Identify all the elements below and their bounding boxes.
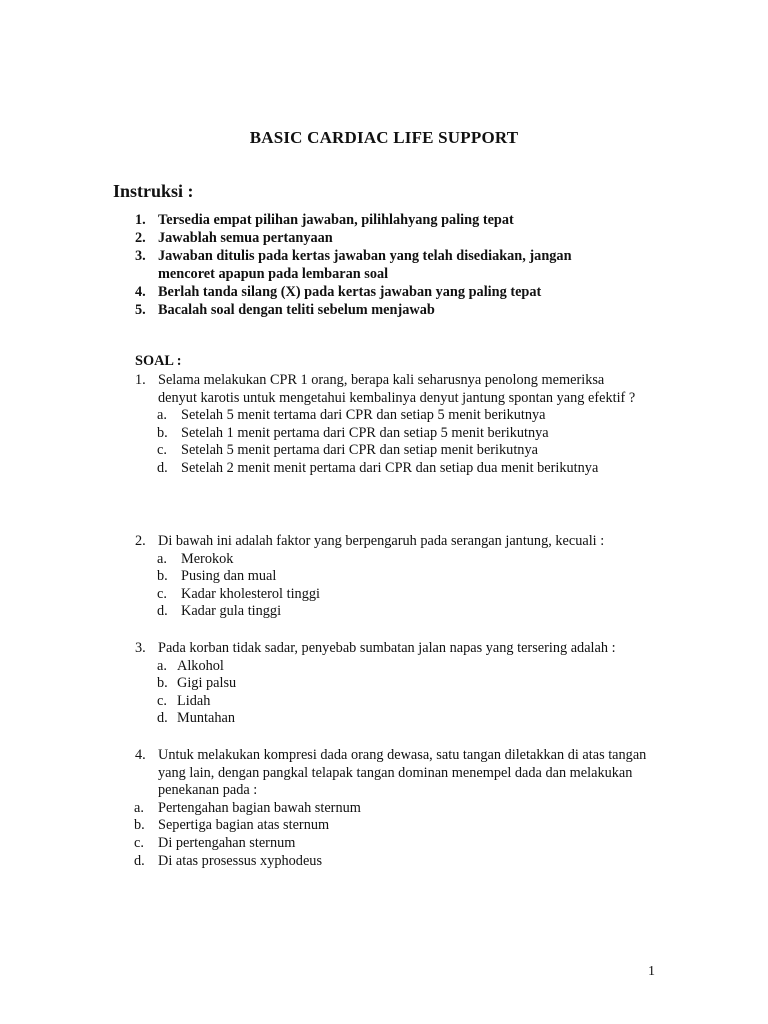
option-list	[135, 658, 655, 728]
option-item	[135, 442, 655, 460]
option-text: Setelah 5 menit tertama dari CPR dan setiap 5 menit berikutnya	[181, 407, 546, 424]
option-letter: b.	[157, 424, 168, 441]
option-letter: c.	[157, 442, 167, 459]
option-letter: b.	[157, 568, 168, 585]
question-text: Untuk melakukan kompresi dada orang dewasa, satu tangan diletakkan di atas tangan yang lain, dengan pangkal telapak tangan dominan menempel dada dan melakukan penekanan pada :	[158, 747, 647, 799]
instruction-item	[135, 283, 635, 301]
instruction-number: 5.	[135, 302, 146, 318]
questions-heading: SOAL :	[135, 353, 182, 369]
option-item	[135, 460, 655, 478]
question-3	[135, 640, 655, 728]
option-letter: d.	[157, 603, 168, 620]
question-stem	[135, 640, 655, 658]
option-item	[135, 603, 655, 621]
question-stem	[135, 372, 643, 407]
option-letter: a.	[157, 550, 167, 567]
instruction-text: Jawablah semua pertanyaan	[158, 230, 333, 246]
instructions-heading: Instruksi :	[113, 181, 194, 201]
option-letter: c.	[157, 585, 167, 602]
option-text: Gigi palsu	[177, 675, 237, 692]
option-text: Di pertengahan sternum	[158, 834, 296, 851]
option-item	[135, 551, 655, 569]
option-text: Kadar kholesterol tinggi	[181, 585, 320, 602]
question-number: 3.	[135, 640, 146, 656]
option-text: Sepertiga bagian atas sternum	[158, 817, 330, 834]
question-stem	[135, 747, 658, 800]
option-letter: b.	[157, 675, 168, 692]
option-letter: d.	[134, 852, 145, 869]
question-4	[135, 747, 655, 870]
page-title: BASIC CARDIAC LIFE SUPPORT	[249, 128, 519, 147]
question-text: Selama melakukan CPR 1 orang, berapa kali seharusnya penolong memeriksa denyut karotis untuk mengetahui kembalinya denyut jantung spontan yang efektif ?	[158, 372, 636, 406]
instruction-number: 4.	[135, 284, 146, 300]
option-item	[112, 835, 655, 853]
instruction-text: Bacalah soal dengan teliti sebelum menjawab	[158, 302, 435, 318]
instructions-list	[135, 211, 635, 319]
option-text: Lidah	[177, 692, 211, 709]
option-text: Kadar gula tinggi	[181, 603, 282, 620]
option-text: Setelah 5 menit pertama dari CPR dan setiap menit berikutnya	[181, 442, 538, 459]
option-letter: c.	[157, 692, 167, 709]
instruction-item	[135, 247, 598, 283]
option-text: Merokok	[181, 550, 234, 567]
instruction-number: 2.	[135, 230, 146, 246]
question-number: 1.	[135, 372, 146, 388]
question-stem	[135, 533, 655, 551]
option-text: Pusing dan mual	[181, 568, 277, 585]
option-text: Di atas prosessus xyphodeus	[158, 852, 323, 869]
option-item	[135, 568, 655, 586]
instruction-item	[135, 211, 635, 229]
question-text: Pada korban tidak sadar, penyebab sumbatan jalan napas yang tersering adalah :	[158, 640, 616, 656]
instruction-number: 1.	[135, 212, 146, 228]
option-item	[135, 658, 655, 676]
option-letter: b.	[134, 817, 145, 834]
option-text: Alkohol	[177, 657, 224, 674]
option-list	[112, 800, 655, 870]
option-letter: c.	[134, 834, 144, 851]
instruction-text: Berlah tanda silang (X) pada kertas jawaban yang paling tepat	[158, 284, 542, 300]
option-item	[135, 693, 655, 711]
option-item	[135, 407, 655, 425]
instruction-number: 3.	[135, 248, 146, 264]
question-2	[135, 533, 655, 621]
option-list	[135, 407, 655, 477]
option-text: Setelah 2 menit menit pertama dari CPR dan setiap dua menit berikutnya	[181, 459, 599, 476]
instruction-item	[135, 301, 635, 319]
option-item	[112, 800, 655, 818]
question-1	[135, 372, 655, 478]
option-letter: a.	[157, 657, 167, 674]
option-letter: a.	[157, 407, 167, 424]
option-text: Setelah 1 menit pertama dari CPR dan setiap 5 menit berikutnya	[181, 424, 549, 441]
page-number: 1	[648, 964, 655, 979]
option-item	[112, 817, 655, 835]
question-number: 4.	[135, 747, 146, 763]
option-item	[112, 853, 655, 871]
option-letter: a.	[134, 799, 144, 816]
option-text: Muntahan	[177, 710, 235, 727]
option-text: Pertengahan bagian bawah sternum	[158, 799, 361, 816]
option-item	[135, 710, 655, 728]
option-letter: d.	[157, 459, 168, 476]
question-text: Di bawah ini adalah faktor yang berpengaruh pada serangan jantung, kecuali :	[158, 533, 605, 549]
instruction-text: Jawaban ditulis pada kertas jawaban yang telah disediakan, jangan mencoret apapun pada lembaran soal	[158, 248, 572, 282]
instruction-text: Tersedia empat pilihan jawaban, pilihlahyang paling tepat	[158, 212, 514, 228]
question-number: 2.	[135, 533, 146, 549]
instruction-item	[135, 229, 635, 247]
option-list	[135, 551, 655, 621]
option-item	[135, 675, 655, 693]
option-item	[135, 586, 655, 604]
option-letter: d.	[157, 710, 168, 727]
option-item	[135, 425, 655, 443]
